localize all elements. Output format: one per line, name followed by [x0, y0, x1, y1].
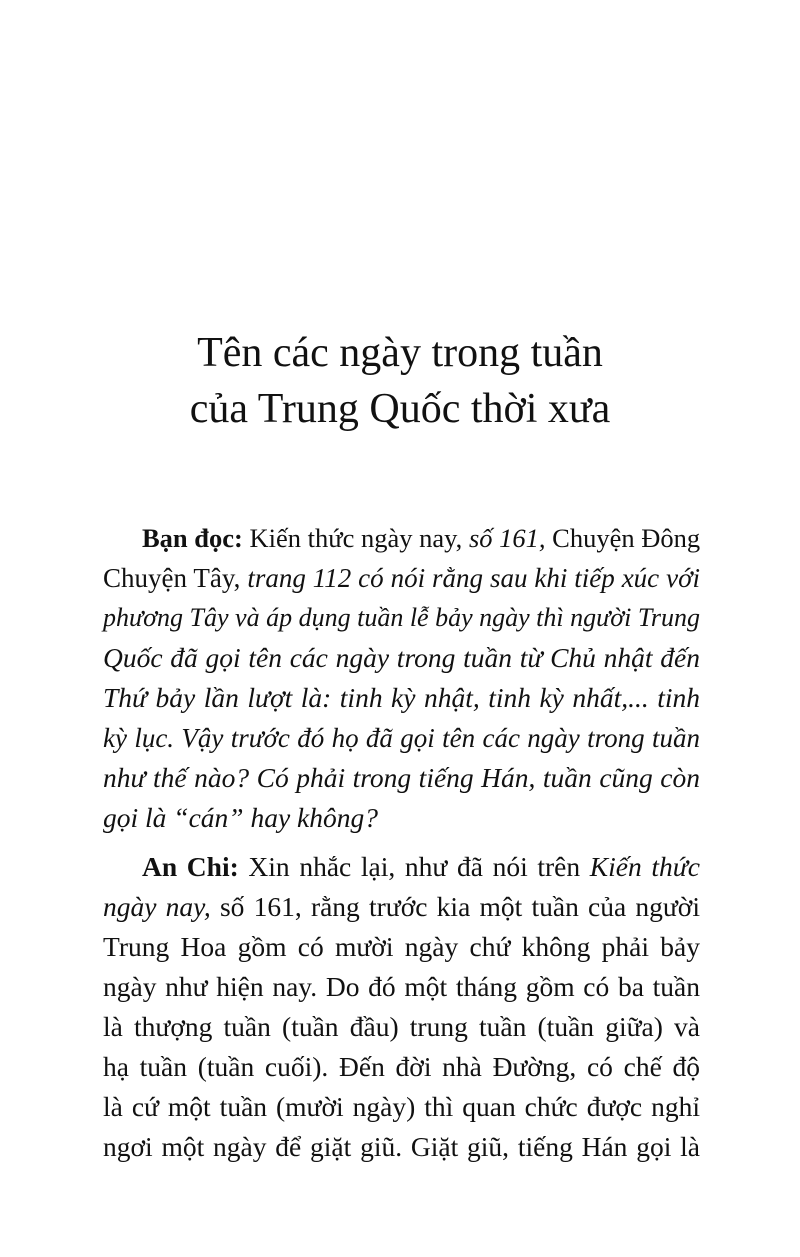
text-line: như thế nào? Có phải trong tiếng Hán, tuần cũng còn: [103, 762, 700, 793]
answer-paragraph: [103, 847, 700, 1167]
text-line: Chuyện Tây, trang 112 có nói rằng sau khi tiếp xúc với: [103, 563, 700, 593]
speaker-label: An Chi:: [142, 851, 239, 882]
text-line: là cứ một tuần (mười ngày) thì quan chức được nghỉ: [103, 1091, 700, 1122]
text-line: kỳ lục. Vậy trước đó họ đã gọi tên các ngày trong tuần: [103, 723, 700, 753]
text-line: gọi là “cán” hay không?: [103, 802, 378, 833]
text-line: Bạn đọc: Kiến thức ngày nay, số 161, Chuyện Đông: [142, 523, 701, 553]
chapter-title: [100, 325, 700, 437]
body-text: [103, 518, 700, 1167]
text-line: hạ tuần (tuần cuối). Đến đời nhà Đường, có chế độ: [103, 1051, 700, 1082]
text-line: phương Tây và áp dụng tuần lễ bảy ngày thì người Trung: [103, 603, 701, 632]
text-line: Trung Hoa gồm có mười ngày chứ không phải bảy: [103, 931, 700, 962]
title-line-1: Tên các ngày trong tuần: [197, 330, 603, 376]
text-line: ngày nay, số 161, rằng trước kia một tuần của người: [103, 891, 700, 922]
reader-question-paragraph: [103, 518, 700, 838]
text-line: là thượng tuần (tuần đầu) trung tuần (tuần giữa) và: [103, 1011, 700, 1042]
text-line: An Chi: Xin nhắc lại, như đã nói trên Kiến thức: [142, 851, 700, 882]
text-line: ngơi một ngày để giặt giũ. Giặt giũ, tiếng Hán gọi là: [103, 1131, 700, 1162]
title-line-2: của Trung Quốc thời xưa: [189, 386, 611, 432]
text-line: Quốc đã gọi tên các ngày trong tuần từ Chủ nhật đến: [103, 642, 700, 673]
text-line: ngày như hiện nay. Do đó một tháng gồm có ba tuần: [103, 971, 700, 1002]
speaker-label: Bạn đọc:: [142, 523, 243, 553]
text-line: Thứ bảy lần lượt là: tinh kỳ nhật, tinh kỳ nhất,... tinh: [103, 682, 700, 713]
